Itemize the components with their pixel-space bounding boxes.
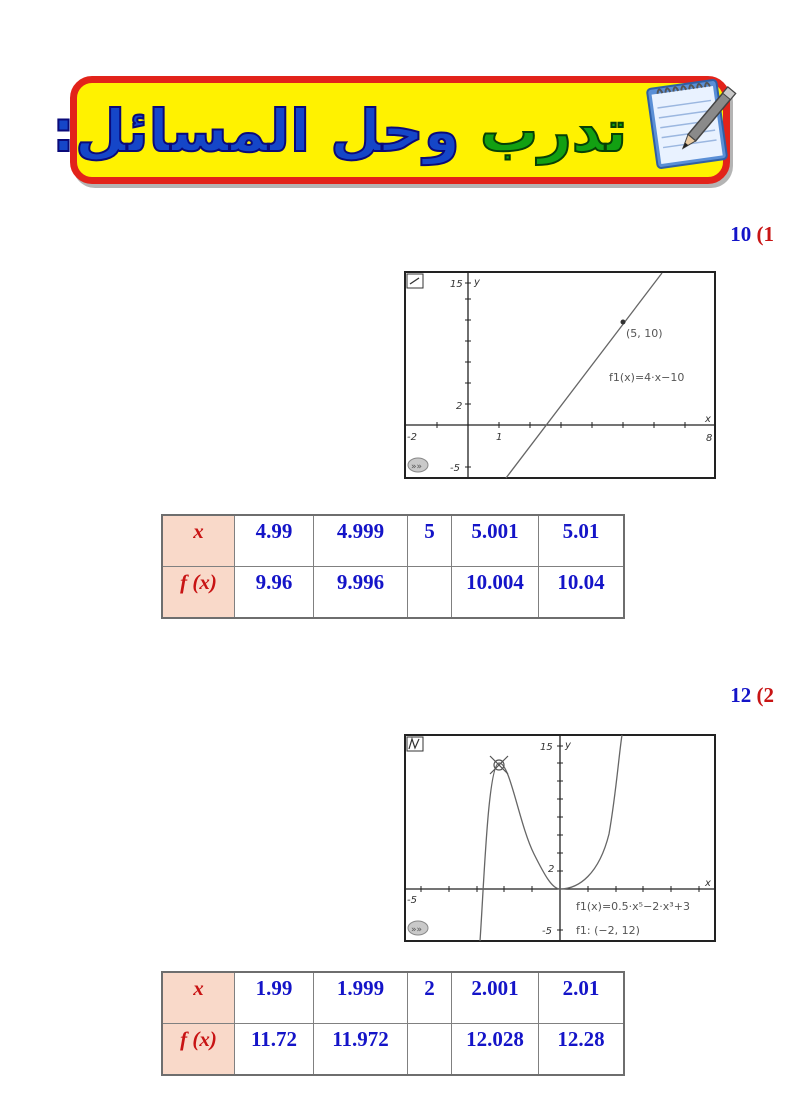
table-cell: 5.001 <box>452 515 539 567</box>
graph-2-expand-button[interactable] <box>408 921 428 935</box>
table-cell: 4.99 <box>235 515 314 567</box>
table-cell: 5.01 <box>539 515 625 567</box>
question-2-index: (2 <box>756 683 774 707</box>
banner-word-solve: وحل المسائل: <box>51 97 460 165</box>
row-label-x: x <box>162 972 235 1024</box>
graph-2-ymin-label: -5 <box>542 926 552 937</box>
graph-2-xmin-label: -5 <box>407 895 417 906</box>
table-cell <box>408 567 452 619</box>
graph-2-y-label: y <box>565 740 571 751</box>
row-label-x: x <box>162 515 235 567</box>
graph-2-ymid-label: 2 <box>548 864 555 875</box>
question-number-2 <box>730 683 774 708</box>
table-cell: 10.04 <box>539 567 625 619</box>
notepad-pencil-icon <box>638 70 746 170</box>
question-1-value: 10 <box>730 222 752 246</box>
graph-1-point <box>621 320 626 325</box>
graph-1-y-label: y <box>474 277 480 288</box>
table-cell: 11.72 <box>235 1024 314 1076</box>
graph-2 <box>404 734 716 942</box>
table-cell: 9.996 <box>314 567 408 619</box>
table-row <box>162 567 624 619</box>
table-row <box>162 972 624 1024</box>
graph-1-xmin-label: -2 <box>407 432 417 443</box>
question-number-1 <box>730 222 774 247</box>
graph-2-curve-tool-icon[interactable] <box>407 737 423 751</box>
row-label-fx: f (x) <box>162 1024 235 1076</box>
table-cell: 11.972 <box>314 1024 408 1076</box>
question-2-value: 12 <box>730 683 752 707</box>
graph-2-point-label: f1: (−2, 12) <box>576 924 640 937</box>
graph-1 <box>404 271 716 479</box>
table-cell: 1.99 <box>235 972 314 1024</box>
graph-1-function-label: f1(x)=4·x−10 <box>609 371 685 384</box>
table-cell: 4.999 <box>314 515 408 567</box>
table-cell: 12.28 <box>539 1024 625 1076</box>
table-cell <box>408 1024 452 1076</box>
graph-1-point-label: (5, 10) <box>626 327 663 340</box>
table-cell: 5 <box>408 515 452 567</box>
table-cell: 10.004 <box>452 567 539 619</box>
question-1-index: (1 <box>756 222 774 246</box>
table-cell: 1.999 <box>314 972 408 1024</box>
table-cell: 2.001 <box>452 972 539 1024</box>
table-row <box>162 515 624 567</box>
svg-text:»»: »» <box>411 925 423 935</box>
graph-2-x-label: x <box>705 878 711 889</box>
table-cell: 2 <box>408 972 452 1024</box>
graph-1-expand-button[interactable] <box>408 458 428 472</box>
banner-title <box>52 89 627 173</box>
value-table-1 <box>161 514 625 619</box>
row-label-fx: f (x) <box>162 567 235 619</box>
table-cell: 9.96 <box>235 567 314 619</box>
graph-1-xmax-label: 8 <box>706 433 713 444</box>
graph-1-ymin-label: -5 <box>450 463 460 474</box>
graph-1-ymid-label: 2 <box>456 401 463 412</box>
graph-2-function-label: f1(x)=0.5·x⁵−2·x³+3 <box>576 900 690 913</box>
graph-1-pointer-tool-icon[interactable] <box>407 274 423 288</box>
title-banner <box>51 76 730 184</box>
graph-1-x-label: x <box>705 414 711 425</box>
banner-word-practice: تدرب <box>480 97 627 165</box>
graph-1-xone-label: 1 <box>496 432 503 443</box>
svg-text:»»: »» <box>411 462 423 472</box>
table-cell: 2.01 <box>539 972 625 1024</box>
graph-1-ymax-label: 15 <box>450 279 463 290</box>
table-row <box>162 1024 624 1076</box>
value-table-2 <box>161 971 625 1076</box>
table-cell: 12.028 <box>452 1024 539 1076</box>
graph-2-ymax-label: 15 <box>540 742 553 753</box>
